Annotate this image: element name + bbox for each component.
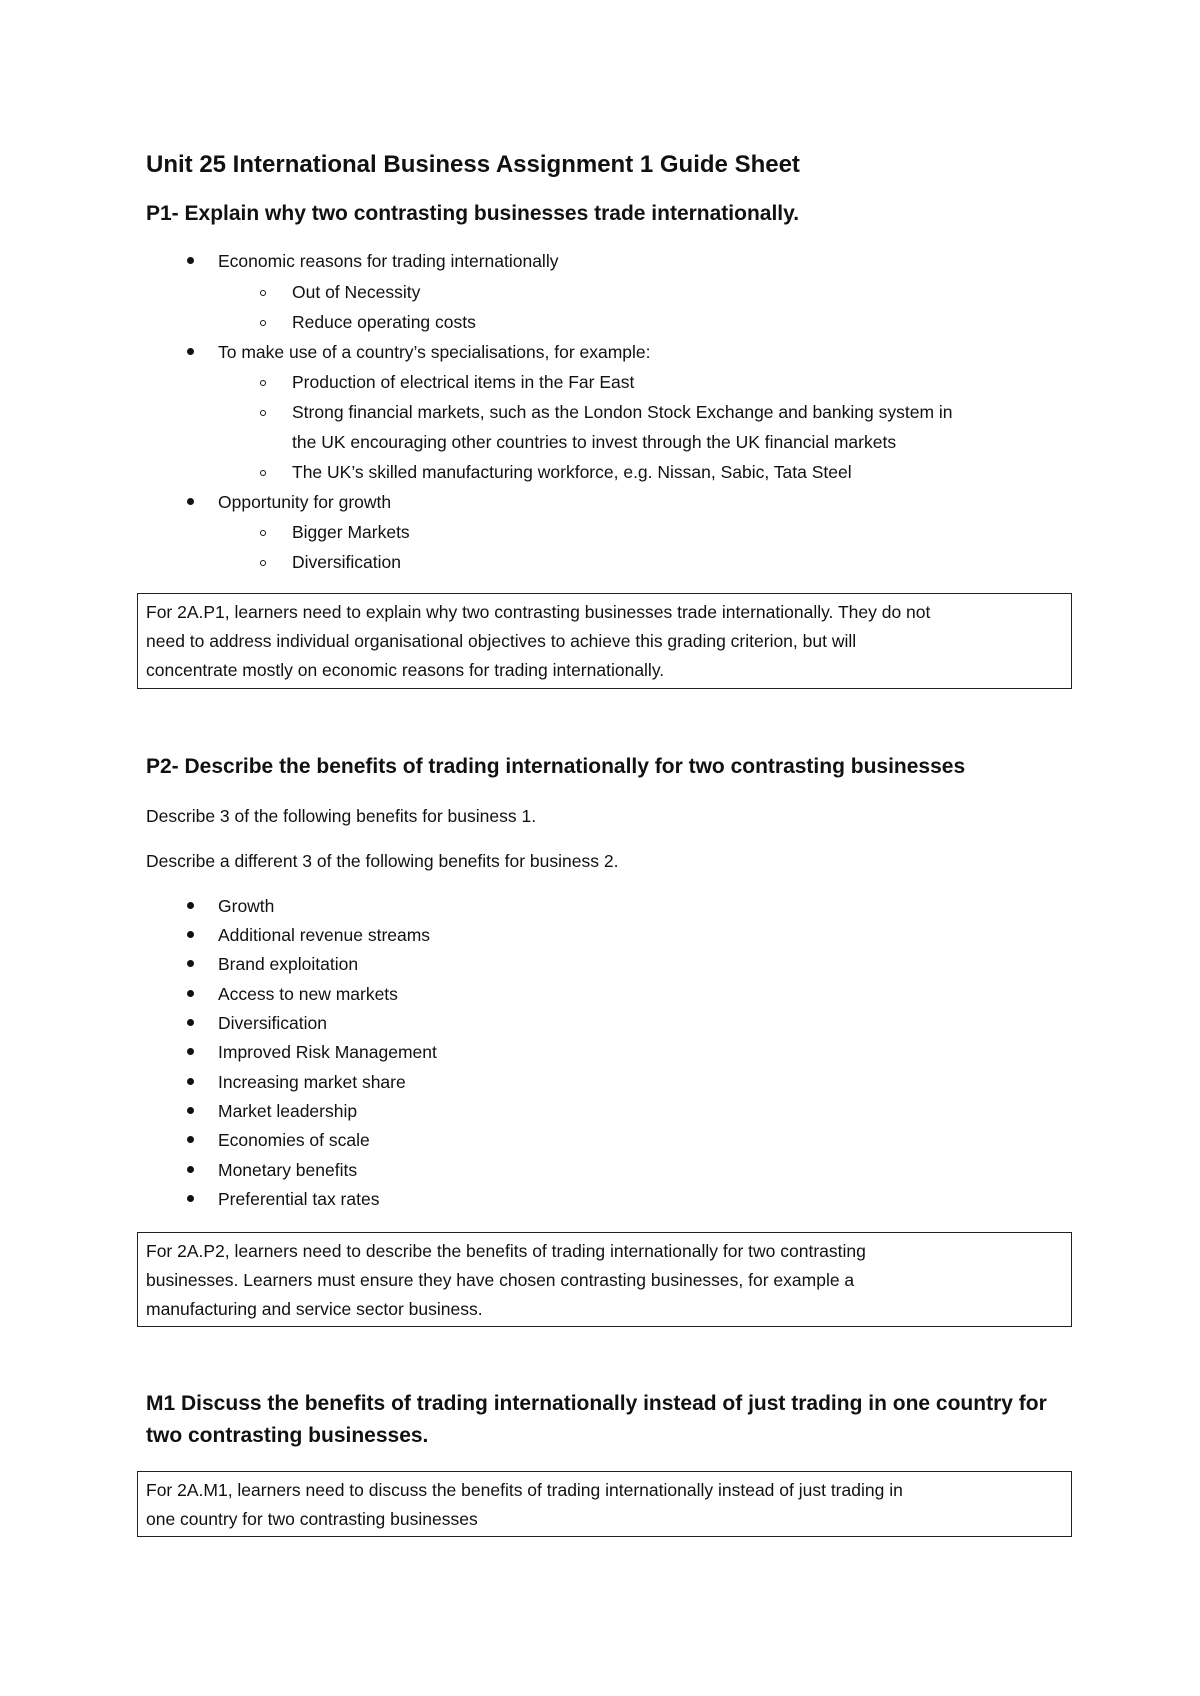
bullet-dot — [187, 931, 194, 938]
bullet-dot — [187, 1107, 194, 1114]
page-title: Unit 25 International Business Assignment 1 Guide Sheet — [146, 151, 800, 178]
box-line: For 2A.P2, learners need to describe the benefits of trading internationally for two contrasting — [146, 1241, 866, 1261]
box-line: need to address individual organisational objectives to achieve this grading criterion, but will — [146, 631, 857, 651]
bullet-dot — [187, 1048, 194, 1055]
list-item: Out of Necessity — [292, 282, 421, 302]
list-item: Bigger Markets — [292, 522, 410, 542]
list-item: Opportunity for growth — [218, 492, 392, 512]
p2-intro-1: Describe 3 of the following benefits for business 1. — [146, 806, 537, 826]
bullet-dot — [187, 990, 194, 997]
bullet-dot — [187, 1195, 194, 1202]
bullet-dot — [187, 960, 194, 967]
bullet-dot — [187, 1078, 194, 1085]
list-item: Growth — [218, 896, 275, 916]
list-item: Economic reasons for trading internationally — [218, 251, 559, 271]
sub-bullet-circle — [260, 410, 266, 416]
sub-bullet-circle — [260, 530, 266, 536]
box-line: For 2A.P1, learners need to explain why two contrasting businesses trade internationally. They do not — [146, 602, 931, 622]
list-item-continuation: the UK encouraging other countries to invest through the UK financial markets — [292, 432, 897, 452]
box-line: concentrate mostly on economic reasons for trading internationally. — [146, 660, 665, 680]
sub-bullet-circle — [260, 320, 266, 326]
list-item: To make use of a country’s specialisations, for example: — [218, 342, 651, 362]
m1-heading-line-1: M1 Discuss the benefits of trading internationally instead of just trading in one country for — [146, 1392, 1047, 1415]
p2-intro-2: Describe a different 3 of the following benefits for business 2. — [146, 851, 619, 871]
bullet-dot — [187, 1019, 194, 1026]
box-line: manufacturing and service sector business. — [146, 1299, 483, 1319]
list-item: Reduce operating costs — [292, 312, 476, 332]
list-item: Diversification — [292, 552, 401, 572]
list-item: Brand exploitation — [218, 954, 359, 974]
list-item: Improved Risk Management — [218, 1042, 437, 1062]
p2-guidance-box — [137, 1232, 1072, 1327]
sub-bullet-circle — [260, 290, 266, 296]
p2-heading: P2- Describe the benefits of trading internationally for two contrasting businesses — [146, 755, 966, 778]
list-item: Increasing market share — [218, 1072, 406, 1092]
bullet-dot — [187, 348, 194, 355]
p1-guidance-box — [137, 593, 1072, 689]
box-line: businesses. Learners must ensure they have chosen contrasting businesses, for example a — [146, 1270, 855, 1290]
sub-bullet-circle — [260, 470, 266, 476]
bullet-dot — [187, 1166, 194, 1173]
sub-bullet-circle — [260, 380, 266, 386]
list-item: The UK’s skilled manufacturing workforce, e.g. Nissan, Sabic, Tata Steel — [292, 462, 852, 482]
list-item: Economies of scale — [218, 1130, 370, 1150]
list-item: Production of electrical items in the Far East — [292, 372, 635, 392]
box-line: For 2A.M1, learners need to discuss the benefits of trading internationally instead of just trading in — [146, 1480, 903, 1500]
sub-bullet-circle — [260, 560, 266, 566]
bullet-dot — [187, 1136, 194, 1143]
p1-heading: P1- Explain why two contrasting businesses trade internationally. — [146, 202, 800, 225]
list-item: Diversification — [218, 1013, 327, 1033]
bullet-dot — [187, 902, 194, 909]
bullet-dot — [187, 498, 194, 505]
list-item: Additional revenue streams — [218, 925, 431, 945]
m1-guidance-box — [137, 1471, 1072, 1537]
m1-heading-line-2: two contrasting businesses. — [146, 1424, 429, 1447]
list-item: Market leadership — [218, 1101, 358, 1121]
list-item: Preferential tax rates — [218, 1189, 380, 1209]
list-item: Access to new markets — [218, 984, 398, 1004]
list-item: Monetary benefits — [218, 1160, 358, 1180]
box-line: one country for two contrasting businesses — [146, 1509, 478, 1529]
bullet-dot — [187, 257, 194, 264]
list-item: Strong financial markets, such as the London Stock Exchange and banking system in — [292, 402, 953, 422]
